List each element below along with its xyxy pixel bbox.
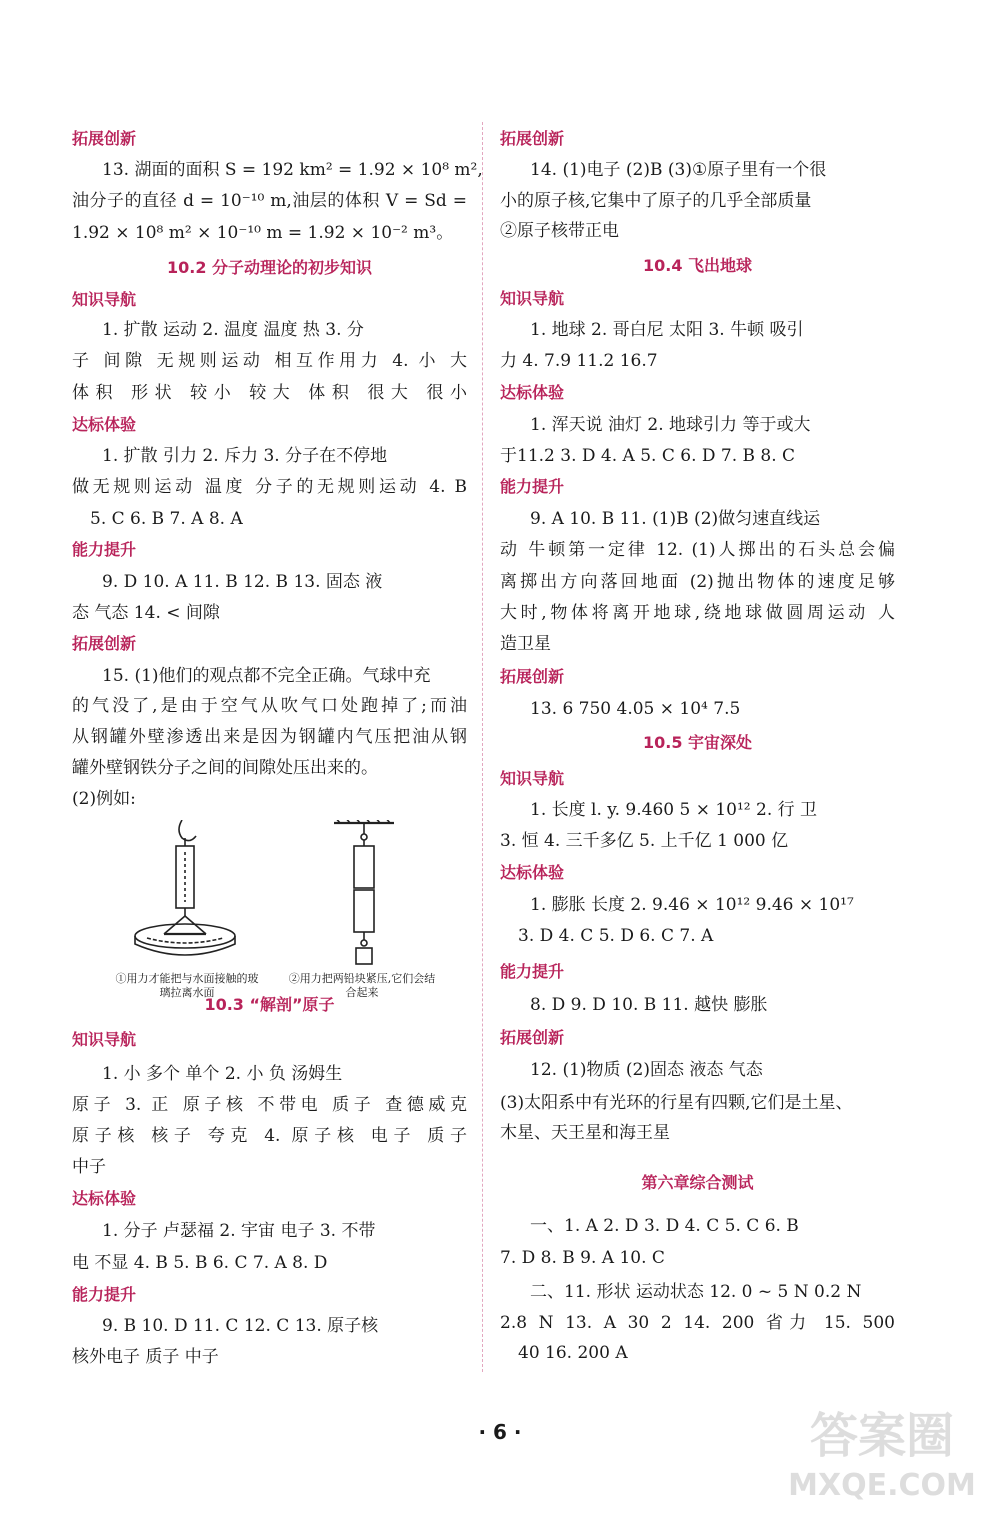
- figure-caption-right: ②用力把两铅块紧压,它们会结合起来: [288, 972, 436, 999]
- answer-line: 态 气态 14. < 间隙: [72, 603, 220, 623]
- answer-line: 子 间隙 无规则运动 相互作用力 4. 小 大: [72, 351, 467, 371]
- answer-line: 小的原子核,它集中了原子的几乎全部质量: [500, 191, 812, 211]
- section-heading: 达标体验: [72, 415, 137, 434]
- section-heading: 能力提升: [500, 477, 565, 496]
- chapter-title: 10.5 宇宙深处: [642, 733, 753, 752]
- answer-line: 1. 膨胀 长度 2. 9.46 × 10¹² 9.46 × 10¹⁷: [530, 895, 854, 915]
- figure-caption-left: ①用力才能把与水面接触的玻璃拉离水面: [115, 972, 259, 999]
- section-heading: 拓展创新: [500, 129, 565, 148]
- section-heading: 能力提升: [500, 962, 565, 981]
- answer-line: 9. A 10. B 11. (1)B (2)做匀速直线运: [530, 509, 821, 529]
- answer-line: 原子 3. 正 原子核 不带电 质子 查德威克: [72, 1095, 467, 1115]
- answer-line: 14. (1)电子 (2)B (3)①原子里有一个很: [530, 160, 827, 180]
- answer-line: 1. 小 多个 单个 2. 小 负 汤姆生: [102, 1064, 343, 1084]
- section-heading: 知识导航: [500, 289, 565, 308]
- section-heading: 能力提升: [72, 1285, 137, 1304]
- section-heading: 拓展创新: [500, 1028, 565, 1047]
- answer-line: 13. 6 750 4.05 × 10⁴ 7.5: [530, 699, 741, 719]
- answer-line: 12. (1)物质 (2)固态 液态 气态: [530, 1060, 763, 1080]
- section-heading: 拓展创新: [72, 129, 137, 148]
- answer-line: 3. 恒 4. 三千多亿 5. 上千亿 1 000 亿: [500, 831, 789, 851]
- answer-line: 体积 形状 较小 较大 体积 很大 很小: [72, 383, 467, 403]
- experiment-figures: [72, 820, 467, 1000]
- answer-line: ②原子核带正电: [500, 221, 619, 241]
- answer-line: 9. D 10. A 11. B 12. B 13. 固态 液: [102, 572, 383, 592]
- svg-text:MXQE.COM: MXQE.COM: [788, 1468, 976, 1503]
- section-heading: 知识导航: [72, 290, 137, 309]
- answer-line: 40 16. 200 A: [518, 1343, 628, 1363]
- answer-line: 1. 浑天说 油灯 2. 地球引力 等于或大: [530, 415, 811, 435]
- answer-line: 3. D 4. C 5. D 6. C 7. A: [518, 926, 714, 946]
- answer-line: 1. 长度 l. y. 9.460 5 × 10¹² 2. 行 卫: [530, 800, 818, 820]
- svg-text:答案圈: 答案圈: [809, 1408, 955, 1464]
- answer-line: 1. 扩散 运动 2. 温度 温度 热 3. 分: [102, 320, 364, 340]
- answer-line: 电 不显 4. B 5. B 6. C 7. A 8. D: [72, 1253, 328, 1273]
- answer-line: 5. C 6. B 7. A 8. A: [90, 509, 243, 529]
- answer-line: 核外电子 质子 中子: [72, 1347, 219, 1367]
- answer-line: 罐外壁钢铁分子之间的间隙处压出来的。: [72, 758, 378, 778]
- answer-line: 二、11. 形状 运动状态 12. 0 ~ 5 N 0.2 N: [530, 1282, 862, 1302]
- answer-line: 7. D 8. B 9. A 10. C: [500, 1248, 665, 1268]
- answer-line: 做无规则运动 温度 分子的无规则运动 4. B: [72, 477, 467, 497]
- page-number: · 6 ·: [478, 1420, 522, 1444]
- answer-line: 1. 扩散 引力 2. 斥力 3. 分子在不停地: [102, 446, 388, 466]
- answer-line: 木星、天王星和海王星: [500, 1123, 670, 1143]
- section-heading: 达标体验: [72, 1189, 137, 1208]
- experiment-illustration: [72, 820, 467, 970]
- answer-line: 油分子的直径 d = 10⁻¹⁰ m,油层的体积 V = Sd =: [72, 191, 467, 211]
- answer-line: 1. 分子 卢瑟福 2. 宇宙 电子 3. 不带: [102, 1221, 376, 1241]
- answer-line: 1.92 × 10⁸ m² × 10⁻¹⁰ m = 1.92 × 10⁻² m³。: [72, 223, 454, 243]
- answer-line: 15. (1)他们的观点都不完全正确。气球中充: [102, 666, 431, 686]
- answer-line: 于11.2 3. D 4. A 5. C 6. D 7. B 8. C: [500, 446, 796, 466]
- answer-line: 原子核 核子 夸克 4. 原子核 电子 质子: [72, 1126, 467, 1146]
- answer-line: (3)太阳系中有光环的行星有四颗,它们是土星、: [500, 1093, 853, 1113]
- answer-line: 离掷出方向落回地面 (2)抛出物体的速度足够: [500, 572, 895, 592]
- chapter-title: 10.2 分子动理论的初步知识: [166, 258, 373, 277]
- answer-line: 大时,物体将离开地球,绕地球做圆周运动 人: [500, 603, 895, 623]
- section-heading: 知识导航: [72, 1030, 137, 1049]
- answer-line: 1. 地球 2. 哥白尼 太阳 3. 牛顿 吸引: [530, 320, 804, 340]
- section-heading: 拓展创新: [72, 634, 137, 653]
- answer-line: (2)例如:: [72, 789, 136, 809]
- section-heading: 知识导航: [500, 769, 565, 788]
- column-divider: [482, 122, 483, 1372]
- watermark-logo: [782, 1397, 982, 1507]
- answer-line: 动 牛顿第一定律 12. (1)人掷出的石头总会偏: [500, 540, 895, 560]
- answer-line: 2.8 N 13. A 30 2 14. 200 省力 15. 500: [500, 1313, 895, 1333]
- answer-line: 从钢罐外壁渗透出来是因为钢罐内气压把油从钢: [72, 727, 467, 747]
- chapter-title: 第六章综合测试: [641, 1173, 754, 1192]
- answer-line: 13. 湖面的面积 S = 192 km² = 1.92 × 10⁸ m²,: [102, 160, 483, 180]
- section-heading: 达标体验: [500, 383, 565, 402]
- answer-line: 力 4. 7.9 11.2 16.7: [500, 351, 658, 371]
- answer-line: 中子: [72, 1157, 106, 1177]
- section-heading: 达标体验: [500, 863, 565, 882]
- answer-line: 8. D 9. D 10. B 11. 越快 膨胀: [530, 995, 768, 1015]
- chapter-title: 10.3 “解剖”原子: [204, 995, 335, 1014]
- answer-line: 的气没了,是由于空气从吹气口处跑掉了;而油: [72, 696, 467, 716]
- section-heading: 拓展创新: [500, 667, 565, 686]
- chapter-title: 10.4 飞出地球: [642, 256, 753, 275]
- section-heading: 能力提升: [72, 540, 137, 559]
- answer-line: 造卫星: [500, 634, 551, 654]
- answer-line: 一、1. A 2. D 3. D 4. C 5. C 6. B: [530, 1216, 799, 1236]
- answer-line: 9. B 10. D 11. C 12. C 13. 原子核: [102, 1316, 379, 1336]
